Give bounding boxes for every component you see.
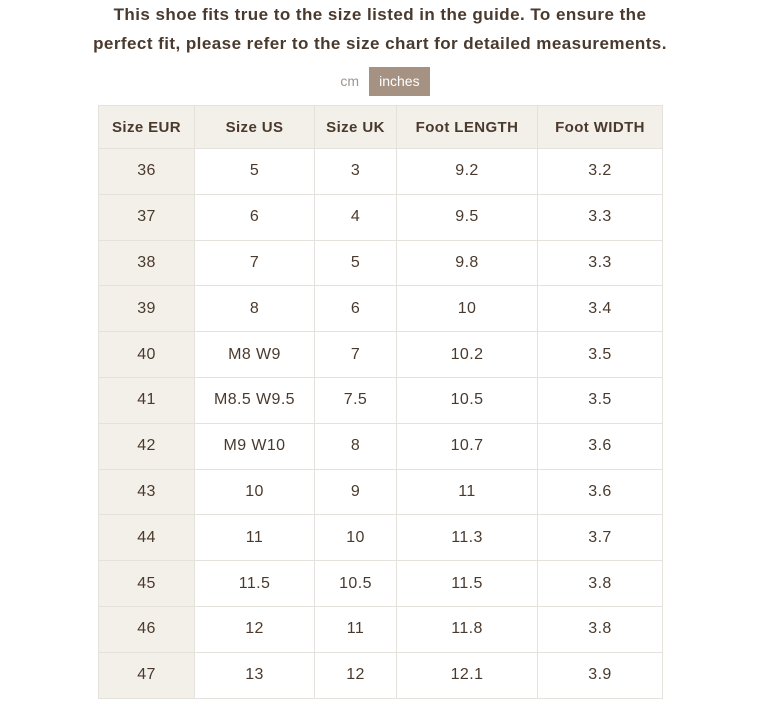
cell-size-us: 8 bbox=[195, 286, 315, 332]
cell-foot-length: 10.7 bbox=[397, 423, 538, 469]
cell-foot-width: 3.9 bbox=[538, 652, 663, 698]
cell-foot-length: 10 bbox=[397, 286, 538, 332]
table-row bbox=[99, 652, 663, 698]
cell-size-uk: 10.5 bbox=[315, 561, 397, 607]
cell-size-uk: 7 bbox=[315, 332, 397, 378]
cell-foot-length: 10.2 bbox=[397, 332, 538, 378]
cell-size-us: 10 bbox=[195, 469, 315, 515]
cell-size-uk: 7.5 bbox=[315, 377, 397, 423]
cell-foot-width: 3.6 bbox=[538, 469, 663, 515]
cell-size-us: M9 W10 bbox=[195, 423, 315, 469]
header-foot-length: Foot LENGTH bbox=[397, 106, 538, 149]
cell-foot-length: 11.5 bbox=[397, 561, 538, 607]
cell-size-us: 11 bbox=[195, 515, 315, 561]
size-guide-intro bbox=[0, 0, 760, 58]
header-size-uk: Size UK bbox=[315, 106, 397, 149]
intro-line-2: perfect fit, please refer to the size chart for detailed measurements. bbox=[93, 34, 667, 53]
cell-size-uk: 4 bbox=[315, 194, 397, 240]
intro-line-1: This shoe fits true to the size listed in the guide. To ensure the bbox=[113, 5, 647, 24]
cell-size-eur: 45 bbox=[99, 561, 195, 607]
cell-size-eur: 38 bbox=[99, 240, 195, 286]
cell-size-us: M8 W9 bbox=[195, 332, 315, 378]
cell-size-eur: 44 bbox=[99, 515, 195, 561]
cell-size-uk: 9 bbox=[315, 469, 397, 515]
cell-foot-length: 11.3 bbox=[397, 515, 538, 561]
cell-foot-width: 3.8 bbox=[538, 606, 663, 652]
cell-size-uk: 10 bbox=[315, 515, 397, 561]
cell-foot-length: 11 bbox=[397, 469, 538, 515]
table-row bbox=[99, 149, 663, 195]
cell-size-us: 6 bbox=[195, 194, 315, 240]
cell-foot-length: 9.8 bbox=[397, 240, 538, 286]
cell-size-eur: 47 bbox=[99, 652, 195, 698]
cell-foot-width: 3.2 bbox=[538, 149, 663, 195]
cell-size-us: 7 bbox=[195, 240, 315, 286]
table-row bbox=[99, 377, 663, 423]
unit-toggle bbox=[0, 67, 760, 96]
cell-foot-width: 3.3 bbox=[538, 194, 663, 240]
cell-size-eur: 46 bbox=[99, 606, 195, 652]
cell-foot-width: 3.5 bbox=[538, 377, 663, 423]
cell-size-eur: 40 bbox=[99, 332, 195, 378]
cell-foot-length: 9.2 bbox=[397, 149, 538, 195]
table-row bbox=[99, 606, 663, 652]
cell-size-us: 13 bbox=[195, 652, 315, 698]
cell-foot-length: 10.5 bbox=[397, 377, 538, 423]
table-body bbox=[99, 149, 663, 699]
cell-size-uk: 3 bbox=[315, 149, 397, 195]
cell-size-us: 5 bbox=[195, 149, 315, 195]
cell-foot-width: 3.4 bbox=[538, 286, 663, 332]
cell-foot-width: 3.6 bbox=[538, 423, 663, 469]
cell-size-uk: 8 bbox=[315, 423, 397, 469]
cell-foot-length: 9.5 bbox=[397, 194, 538, 240]
unit-inches-button[interactable]: inches bbox=[369, 67, 429, 96]
cell-foot-length: 12.1 bbox=[397, 652, 538, 698]
table-row bbox=[99, 515, 663, 561]
cell-size-uk: 6 bbox=[315, 286, 397, 332]
cell-foot-width: 3.7 bbox=[538, 515, 663, 561]
table-row bbox=[99, 240, 663, 286]
cell-size-eur: 42 bbox=[99, 423, 195, 469]
cell-size-us: 12 bbox=[195, 606, 315, 652]
header-size-us: Size US bbox=[195, 106, 315, 149]
table-header-row bbox=[99, 106, 663, 149]
cell-size-eur: 37 bbox=[99, 194, 195, 240]
header-size-eur: Size EUR bbox=[99, 106, 195, 149]
cell-size-uk: 5 bbox=[315, 240, 397, 286]
cell-foot-width: 3.5 bbox=[538, 332, 663, 378]
size-chart-table bbox=[98, 105, 663, 699]
table-row bbox=[99, 469, 663, 515]
table-row bbox=[99, 423, 663, 469]
cell-size-eur: 43 bbox=[99, 469, 195, 515]
cell-size-us: 11.5 bbox=[195, 561, 315, 607]
cell-size-uk: 12 bbox=[315, 652, 397, 698]
cell-size-uk: 11 bbox=[315, 606, 397, 652]
cell-foot-width: 3.8 bbox=[538, 561, 663, 607]
unit-cm-button[interactable]: cm bbox=[330, 67, 369, 96]
table-row bbox=[99, 561, 663, 607]
cell-size-us: M8.5 W9.5 bbox=[195, 377, 315, 423]
table-row bbox=[99, 194, 663, 240]
table-row bbox=[99, 332, 663, 378]
cell-size-eur: 41 bbox=[99, 377, 195, 423]
cell-size-eur: 36 bbox=[99, 149, 195, 195]
cell-size-eur: 39 bbox=[99, 286, 195, 332]
header-foot-width: Foot WIDTH bbox=[538, 106, 663, 149]
table-row bbox=[99, 286, 663, 332]
cell-foot-length: 11.8 bbox=[397, 606, 538, 652]
cell-foot-width: 3.3 bbox=[538, 240, 663, 286]
